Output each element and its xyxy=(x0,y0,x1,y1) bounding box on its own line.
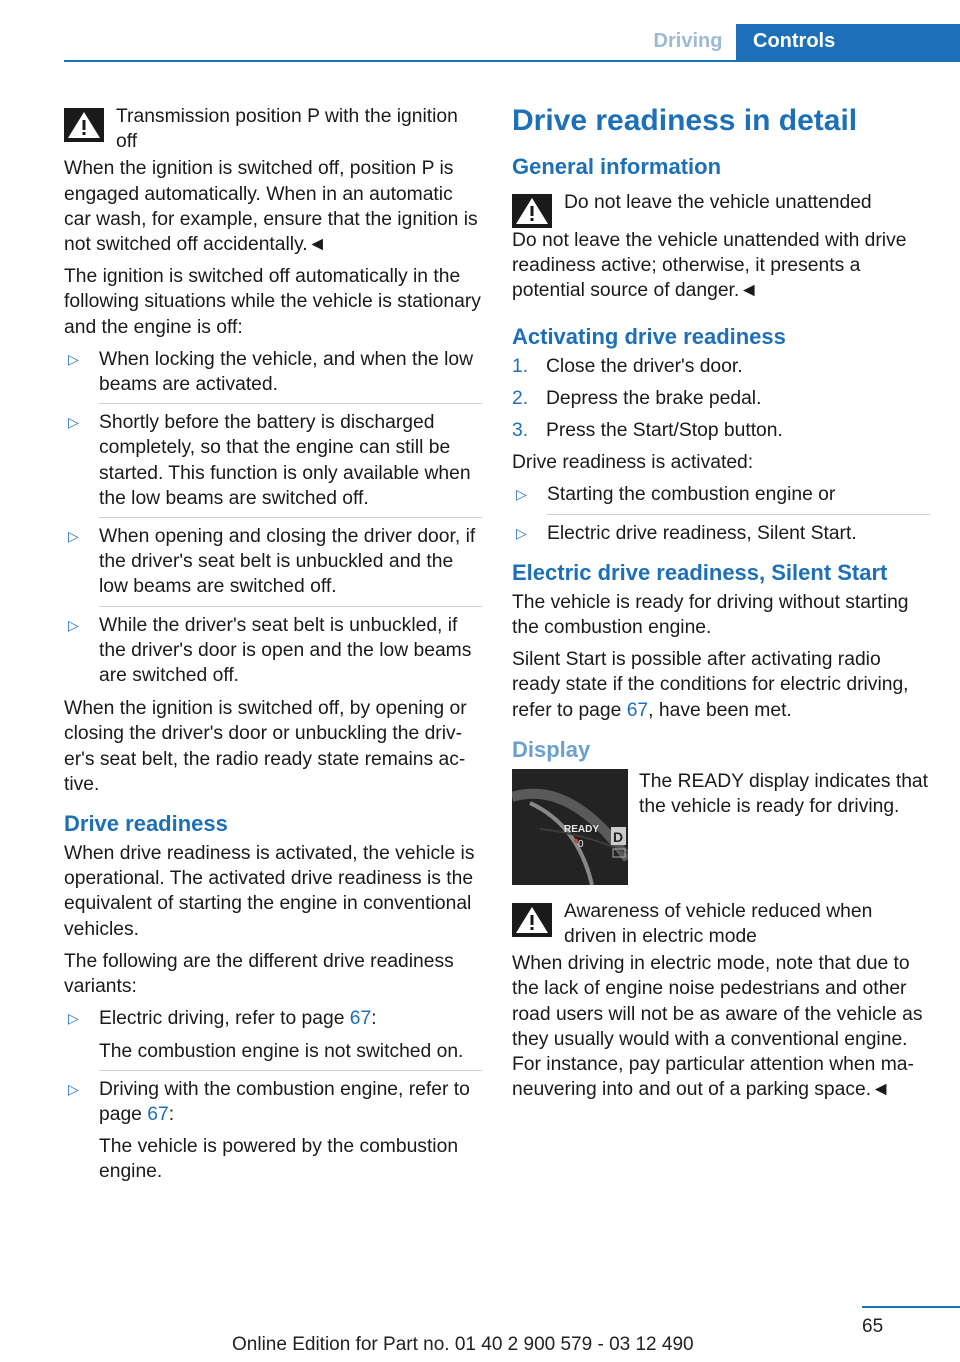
paragraph-radio-ready-state: When the ignition is switched off, by opening or closing the driver's door or unbuckling the driver's seat belt, the radio ready state remains active. xyxy=(64,698,467,795)
warning-triangle-icon xyxy=(64,108,104,142)
list-separator xyxy=(99,606,482,607)
warning-title: Transmission position P with the ignition off xyxy=(116,106,458,153)
paragraph-variants-intro: The following are the different drive readiness variants: xyxy=(64,950,454,998)
list-separator xyxy=(99,403,482,404)
warning-body: When the ignition is switched off, position P is engaged automatically. When in an automatic car wash, for example, ensure that the ignition is not switched off accidentally.◄ xyxy=(64,158,478,256)
warning-body: When driving in electric mode, note that due to the lack of engine noise pedestrians and other road users will not be as aware of the vehicle as they usually would with a conventional engine. For instance, pay particular attention when maneuvering into and out of a parking space.◄ xyxy=(512,953,923,1101)
paragraph-silent-start-1: The vehicle is ready for driving without starting the combustion engine. xyxy=(512,591,909,639)
step-number: 3. xyxy=(512,420,529,442)
triangle-bullet-icon: ▷ xyxy=(68,528,79,545)
list-item-detail: The vehicle is powered by the combustion engine. xyxy=(99,1136,459,1183)
list-item: ▷ When opening and closing the driver door, if the driver's seat belt is unbuckled and the low beams are switched off. xyxy=(68,526,476,598)
ready-display-image xyxy=(512,769,628,885)
triangle-bullet-icon: ▷ xyxy=(68,616,79,633)
list-item: 3. Press the Start/Stop button. xyxy=(512,418,930,443)
header-section-driving: Driving xyxy=(653,30,723,52)
footer-edition: Online Edition for Part no. 01 40 2 900 579 - 03 12 490 xyxy=(232,1334,694,1355)
paragraph-silent-start-2: Silent Start is possible after activating radio ready state if the conditions for electric driving, refer to page 67, have been met. xyxy=(512,649,909,721)
triangle-bullet-icon: ▷ xyxy=(68,414,79,431)
gear-indicator: D xyxy=(613,828,624,845)
warning-transmission-p xyxy=(64,104,482,154)
list-separator xyxy=(99,517,482,518)
triangle-bullet-icon: ▷ xyxy=(68,1010,79,1027)
gauge-zero: 0 xyxy=(578,838,584,850)
heading-general-information: General information xyxy=(512,154,722,179)
activation-steps-list xyxy=(512,354,930,444)
warning-body: Do not leave the vehicle unattended with drive readiness active; otherwise, it presents a potential source of danger.◄ xyxy=(512,230,907,302)
list-item: ▷ Electric drive readiness, Silent Start. xyxy=(512,521,930,546)
ready-label: READY xyxy=(564,823,600,835)
list-item: 1. Close the driver's door. xyxy=(512,354,930,379)
list-item: ▷ Shortly before the battery is discharged completely, so that the engine can still be started. This function is only available when the low beams are switched off. xyxy=(68,412,471,509)
display-description: The READY display indicates that the vehicle is ready for driving. xyxy=(639,770,929,818)
paragraph-drive-readiness-intro: When drive readiness is activated, the vehicle is operational. The activated drive readiness is the equivalent of starting the engine in conventional vehicles. xyxy=(64,843,475,940)
triangle-bullet-icon: ▷ xyxy=(516,486,527,503)
list-item: 2. Depress the brake pedal. xyxy=(512,386,930,411)
heading-activating-drive-readiness: Activating drive readiness xyxy=(512,323,786,349)
warning-triangle-icon xyxy=(512,194,552,228)
list-item: ▷ While the driver's seat belt is unbuckled, if the driver's door is open and the low beams are switched off. xyxy=(68,614,472,687)
triangle-bullet-icon: ▷ xyxy=(516,524,527,541)
display-section xyxy=(512,769,930,893)
triangle-bullet-icon: ▷ xyxy=(68,350,79,367)
warning-title: Awareness of vehicle reduced when driven in electric mode xyxy=(564,900,873,948)
ignition-off-situations-list xyxy=(64,347,482,688)
header-chapter-controls: Controls xyxy=(736,24,960,61)
heading-silent-start: Electric drive readiness, Silent Start xyxy=(512,559,888,585)
list-item: ▷ Driving with the combustion engine, refer to page 67: The vehicle is powered by the combustion engine. xyxy=(64,1077,482,1185)
drive-readiness-variants-list xyxy=(64,1006,482,1184)
step-number: 1. xyxy=(512,355,529,377)
header-rule xyxy=(64,60,960,62)
warning-awareness xyxy=(512,899,930,949)
triangle-bullet-icon: ▷ xyxy=(68,1080,79,1097)
heading-drive-readiness: Drive readiness xyxy=(64,811,228,837)
page-link[interactable]: 67 xyxy=(626,699,649,721)
activated-list xyxy=(512,482,930,545)
page-title: Drive readiness in detail xyxy=(512,104,858,137)
right-column xyxy=(512,104,930,1109)
page-number: 65 xyxy=(862,1316,884,1337)
list-item: ▷ Starting the combustion engine or xyxy=(512,482,930,507)
page-link[interactable]: 67 xyxy=(349,1008,372,1030)
paragraph-activated: Drive readiness is activated: xyxy=(512,452,754,474)
list-item: ▷ When locking the vehicle, and when the low beams are activated. xyxy=(68,348,474,396)
page-link[interactable]: 67 xyxy=(147,1103,169,1125)
footer-rule xyxy=(862,1306,960,1308)
paragraph-ignition-auto-off: The ignition is switched off automatically in the following situations while the vehicle is stationary and the engine is off: xyxy=(64,266,481,338)
list-separator xyxy=(547,514,930,515)
step-number: 2. xyxy=(512,387,529,409)
warning-triangle-icon xyxy=(512,903,552,937)
list-item-detail: The combustion engine is not switched on. xyxy=(99,1040,464,1062)
warning-title: Do not leave the vehicle unattended xyxy=(564,192,872,213)
list-separator xyxy=(99,1070,482,1071)
left-column xyxy=(64,104,482,1193)
heading-display: Display xyxy=(512,736,591,762)
warning-unattended xyxy=(512,190,930,236)
list-item: ▷ Electric driving, refer to page 67: The combustion engine is not switched on. xyxy=(64,1006,482,1063)
